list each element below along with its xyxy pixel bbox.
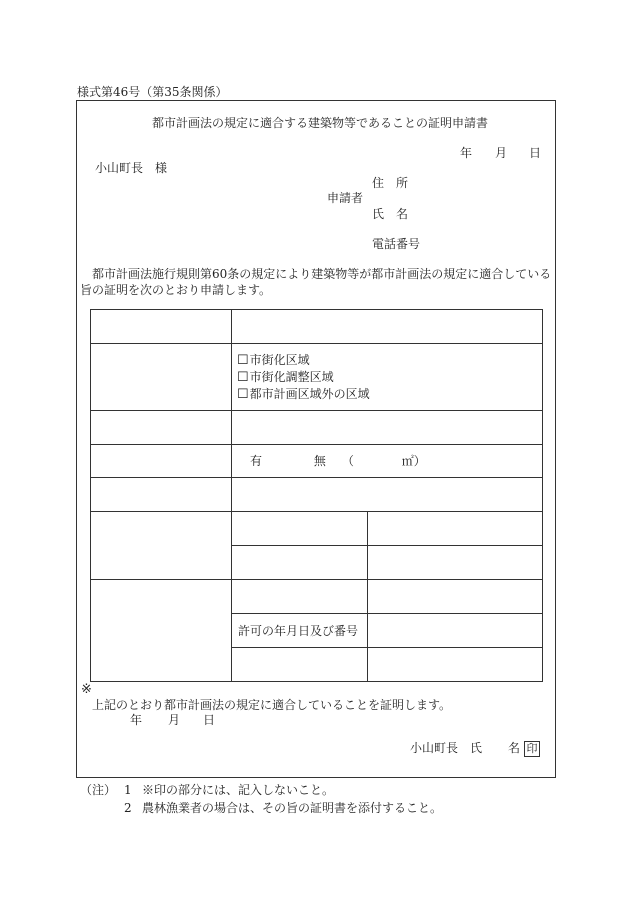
checkbox-icon: ☐: [237, 352, 249, 368]
building-use-input-cell[interactable]: [232, 478, 543, 512]
seal-mark: 印: [524, 741, 540, 757]
certification-text: 上記のとおり都市計画法の規定に適合していることを証明します。: [92, 698, 452, 712]
zone-options-cell: [232, 344, 543, 411]
zone-option-control[interactable]: ☐市街化調整区域: [237, 369, 334, 385]
note-2-number: 2: [124, 801, 132, 815]
office-use-mark: ※: [81, 682, 92, 697]
article-input-cell[interactable]: [368, 512, 543, 546]
permit-article-input-cell[interactable]: [368, 580, 543, 614]
zone-label-cell: [91, 344, 232, 411]
applicant-address-label: 住 所: [372, 176, 409, 190]
signer-name-suffix: 名: [508, 741, 521, 755]
no-permit-label: [91, 512, 232, 580]
applicant-label: 申請者: [327, 191, 364, 205]
permit-date-label: 許可の年月日及び番号: [238, 623, 359, 638]
use-area-input-cell[interactable]: [232, 411, 543, 445]
zone-option-urbanization[interactable]: ☐市街化区域: [237, 352, 310, 368]
content-input-cell[interactable]: [368, 546, 543, 580]
certification-date-year: 年: [130, 713, 143, 727]
development-area-unit: ㎡）: [401, 454, 426, 468]
use-area-label-cell: [91, 411, 232, 445]
permit-label: [91, 580, 232, 682]
intro-line-2: 旨の証明を次のとおり申請します。: [80, 283, 272, 297]
addressee: 小山町長 様: [95, 161, 168, 175]
development-no: 無（: [313, 454, 370, 468]
certification-date-month: 月: [168, 713, 181, 727]
applicant-name-label: 氏 名: [372, 207, 409, 221]
date-year: 年: [460, 146, 473, 160]
location-input-cell[interactable]: [232, 310, 543, 344]
note-1-number: 1: [124, 783, 132, 797]
building-use-label-cell: [91, 478, 232, 512]
date-day: 日: [529, 146, 542, 160]
checkbox-icon: ☐: [237, 386, 249, 402]
permit-date-input-cell[interactable]: [368, 614, 543, 648]
form-number: 様式第46号（第35条関係）: [77, 85, 228, 99]
permit-date-label-cell: [232, 614, 368, 648]
note-2-text: 農林漁業者の場合は、その旨の証明書を添付すること。: [142, 801, 443, 815]
page-title: 都市計画法の規定に適合する建築物等であることの証明申請書: [152, 116, 489, 130]
permit-article-label-cell: [232, 580, 368, 614]
application-table: [90, 309, 543, 682]
applicant-phone-label: 電話番号: [372, 237, 421, 251]
zone-option-outside[interactable]: ☐都市計画区域外の区域: [237, 386, 370, 402]
signer-title: 小山町長 氏: [410, 741, 483, 755]
development-yes: 有: [250, 454, 263, 468]
content-label-cell: [232, 546, 368, 580]
signer-line: [410, 741, 540, 757]
development-input-cell[interactable]: [232, 445, 543, 478]
development-label-cell: [91, 445, 232, 478]
permit-holder-input-cell[interactable]: [368, 648, 543, 682]
location-label-cell: [91, 310, 232, 344]
certification-date-day: 日: [203, 713, 216, 727]
intro-line-1: 都市計画法施行規則第60条の規定により建築物等が都市計画法の規定に適合している: [92, 267, 552, 281]
article-label-cell: [232, 512, 368, 546]
date-month: 月: [495, 146, 508, 160]
note-1-text: ※印の部分には、記入しないこと。: [142, 783, 335, 797]
checkbox-icon: ☐: [237, 369, 249, 385]
permit-holder-label-cell: [232, 648, 368, 682]
notes-label: （注）: [80, 783, 117, 797]
